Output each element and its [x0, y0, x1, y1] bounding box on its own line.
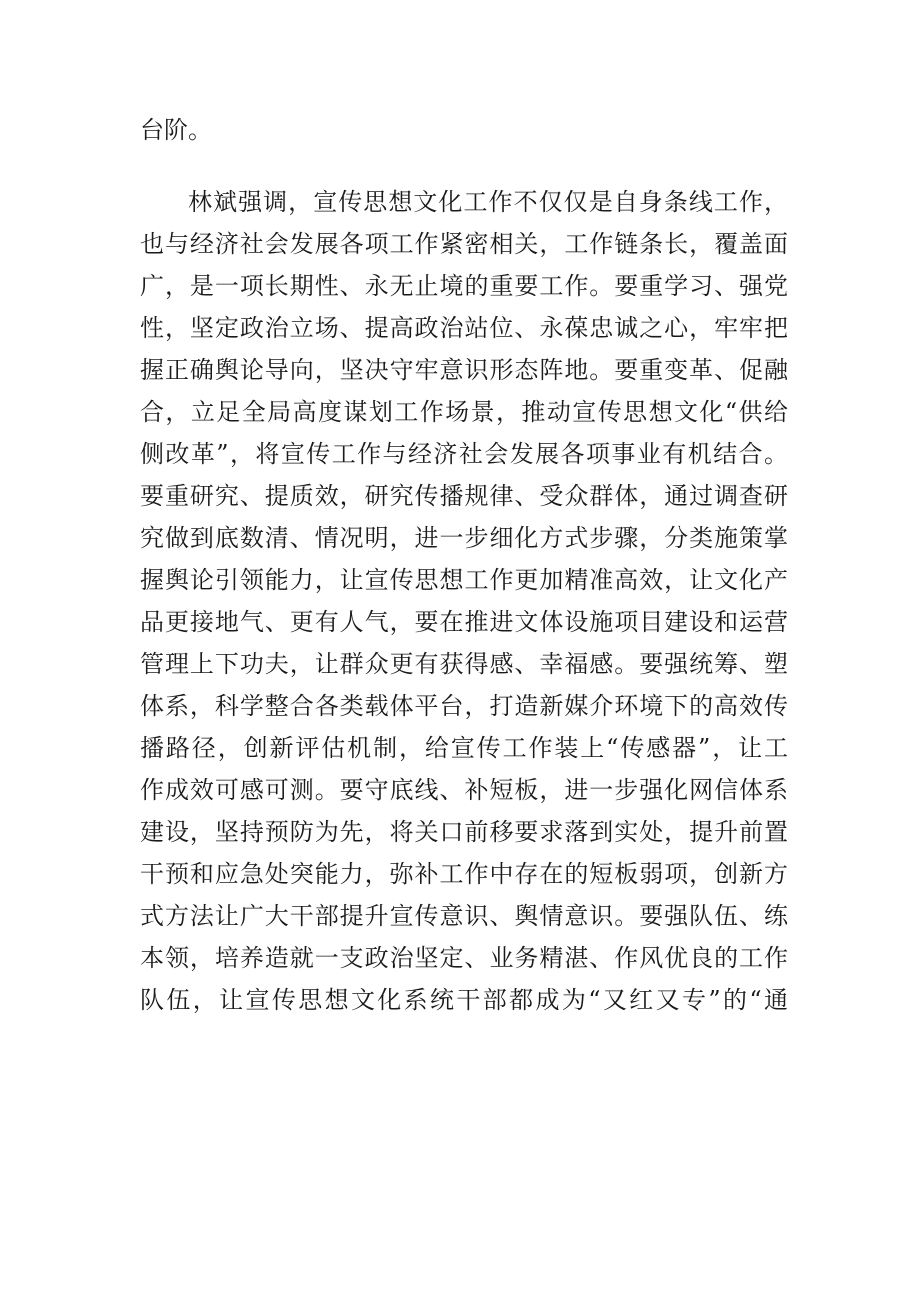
paragraph-line-12: 管理上下功夫，让群众更有获得感、幸福感。要强统筹、塑: [140, 650, 788, 678]
paragraph-line-8: 要重研究、提质效，研究传播规律、受众群体，通过调查研: [140, 482, 788, 510]
paragraph-line-16: 建设，坚持预防为先，将关口前移要求落到实处，提升前置: [140, 818, 788, 846]
paragraph-line-7: 侧改革”，将宣传工作与经济社会发展各项事业有机结合。: [140, 440, 788, 468]
paragraph-line-18: 式方法让广大干部提升宣传意识、舆情意识。要强队伍、练: [140, 902, 788, 930]
carryover-line: 台阶。: [140, 116, 212, 144]
paragraph-line-9: 究做到底数清、情况明，进一步细化方式步骤，分类施策掌: [140, 524, 788, 552]
paragraph-line-6: 合，立足全局高度谋划工作场景，推动宣传思想文化“供给: [140, 398, 788, 426]
paragraph-line-1: 林斌强调，宣传思想文化工作不仅仅是自身条线工作，: [188, 188, 788, 216]
paragraph-line-15: 作成效可感可测。要守底线、补短板，进一步强化网信体系: [140, 776, 788, 804]
paragraph-line-3: 广，是一项长期性、永无止境的重要工作。要重学习、强党: [140, 272, 788, 300]
paragraph-line-10: 握舆论引领能力，让宣传思想工作更加精准高效，让文化产: [140, 566, 788, 594]
paragraph-line-2: 也与经济社会发展各项工作紧密相关，工作链条长，覆盖面: [140, 230, 788, 258]
paragraph-line-19: 本领，培养造就一支政治坚定、业务精湛、作风优良的工作: [140, 944, 788, 972]
paragraph-line-13: 体系，科学整合各类载体平台，打造新媒介环境下的高效传: [140, 692, 788, 720]
paragraph-line-4: 性，坚定政治立场、提高政治站位、永葆忠诚之心，牢牢把: [140, 314, 788, 342]
paragraph-line-5: 握正确舆论导向，坚决守牢意识形态阵地。要重变革、促融: [140, 356, 788, 384]
paragraph-line-20: 队伍，让宣传思想文化系统干部都成为“又红又专”的“通: [140, 986, 788, 1014]
paragraph-line-17: 干预和应急处突能力，弥补工作中存在的短板弱项，创新方: [140, 860, 788, 888]
paragraph-line-14: 播路径，创新评估机制，给宣传工作装上“传感器”，让工: [140, 734, 788, 762]
paragraph-line-11: 品更接地气、更有人气，要在推进文体设施项目建设和运营: [140, 608, 788, 636]
